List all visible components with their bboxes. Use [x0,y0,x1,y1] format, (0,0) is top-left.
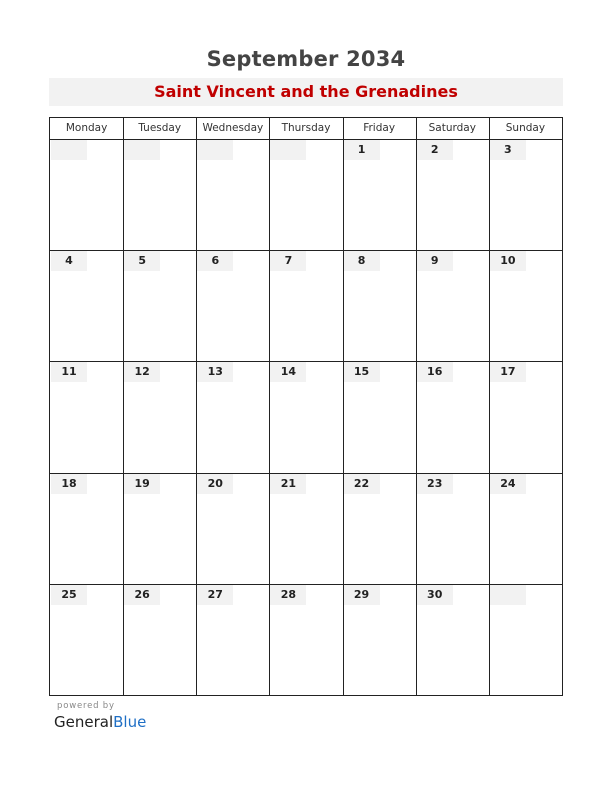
day-number: 28 [270,585,306,605]
day-cell[interactable] [490,474,562,584]
day-cell[interactable] [344,585,416,695]
weekday-saturday: Saturday [428,122,476,134]
calendar-grid [49,117,563,696]
day-cell[interactable] [490,585,562,695]
weekday-wednesday: Wednesday [202,122,264,134]
day-cell[interactable] [344,140,416,250]
day-cell[interactable] [51,140,123,250]
day-cell[interactable] [51,362,123,472]
day-number: 16 [417,362,453,382]
weekday-tuesday: Tuesday [138,122,182,134]
brand-general: General [54,713,114,731]
day-number: 29 [344,585,380,605]
powered-by-text: powered by [57,701,115,711]
day-cell[interactable] [344,251,416,361]
weekday-sunday: Sunday [505,122,546,134]
day-cell[interactable] [197,362,269,472]
weekday-monday: Monday [65,122,108,134]
day-number: 5 [124,251,160,271]
day-number: 8 [344,251,380,271]
day-number: 7 [270,251,306,271]
empty-day-badge [490,585,526,605]
day-number: 21 [270,474,306,494]
day-number: 24 [490,474,526,494]
day-number: 2 [417,140,453,160]
day-cell[interactable] [124,585,196,695]
empty-day-badge [124,140,160,160]
day-cell[interactable] [417,251,489,361]
day-number: 26 [124,585,160,605]
day-number: 18 [51,474,87,494]
day-cell[interactable] [417,474,489,584]
empty-day-badge [51,140,87,160]
day-cell[interactable] [270,140,342,250]
day-cell[interactable] [417,362,489,472]
day-cell[interactable] [124,251,196,361]
day-number: 10 [490,251,526,271]
day-cell[interactable] [490,251,562,361]
day-number: 17 [490,362,526,382]
day-cell[interactable] [197,140,269,250]
day-number: 11 [51,362,87,382]
day-number: 23 [417,474,453,494]
day-number: 20 [197,474,233,494]
weekday-header-row [50,118,562,139]
day-number: 30 [417,585,453,605]
day-cell[interactable] [344,474,416,584]
day-number: 1 [344,140,380,160]
day-number: 27 [197,585,233,605]
day-cell[interactable] [197,474,269,584]
day-cell[interactable] [270,362,342,472]
day-cell[interactable] [270,251,342,361]
calendar-title: September 2034 [206,47,406,71]
day-number: 4 [51,251,87,271]
empty-day-badge [197,140,233,160]
weekday-friday: Friday [363,122,396,134]
day-cell[interactable] [417,140,489,250]
day-cell[interactable] [51,474,123,584]
day-number: 15 [344,362,380,382]
day-number: 6 [197,251,233,271]
day-cell[interactable] [124,362,196,472]
day-number: 14 [270,362,306,382]
brand-blue: Blue [113,713,147,731]
day-cell[interactable] [124,140,196,250]
day-number: 9 [417,251,453,271]
day-cell[interactable] [197,251,269,361]
country-name: Saint Vincent and the Grenadines [154,82,458,101]
day-number: 12 [124,362,160,382]
day-number: 13 [197,362,233,382]
day-cell[interactable] [270,585,342,695]
empty-day-badge [270,140,306,160]
day-cell[interactable] [490,362,562,472]
day-cell[interactable] [197,585,269,695]
day-cell[interactable] [270,474,342,584]
day-number: 22 [344,474,380,494]
day-number: 25 [51,585,87,605]
day-number: 19 [124,474,160,494]
day-cell[interactable] [124,474,196,584]
day-cell[interactable] [417,585,489,695]
generalblue-logo[interactable] [54,713,146,731]
country-banner [49,78,563,106]
day-cell[interactable] [490,140,562,250]
day-cell[interactable] [51,251,123,361]
day-cell[interactable] [344,362,416,472]
day-cell[interactable] [51,585,123,695]
day-number: 3 [490,140,526,160]
weekday-thursday: Thursday [281,122,331,134]
